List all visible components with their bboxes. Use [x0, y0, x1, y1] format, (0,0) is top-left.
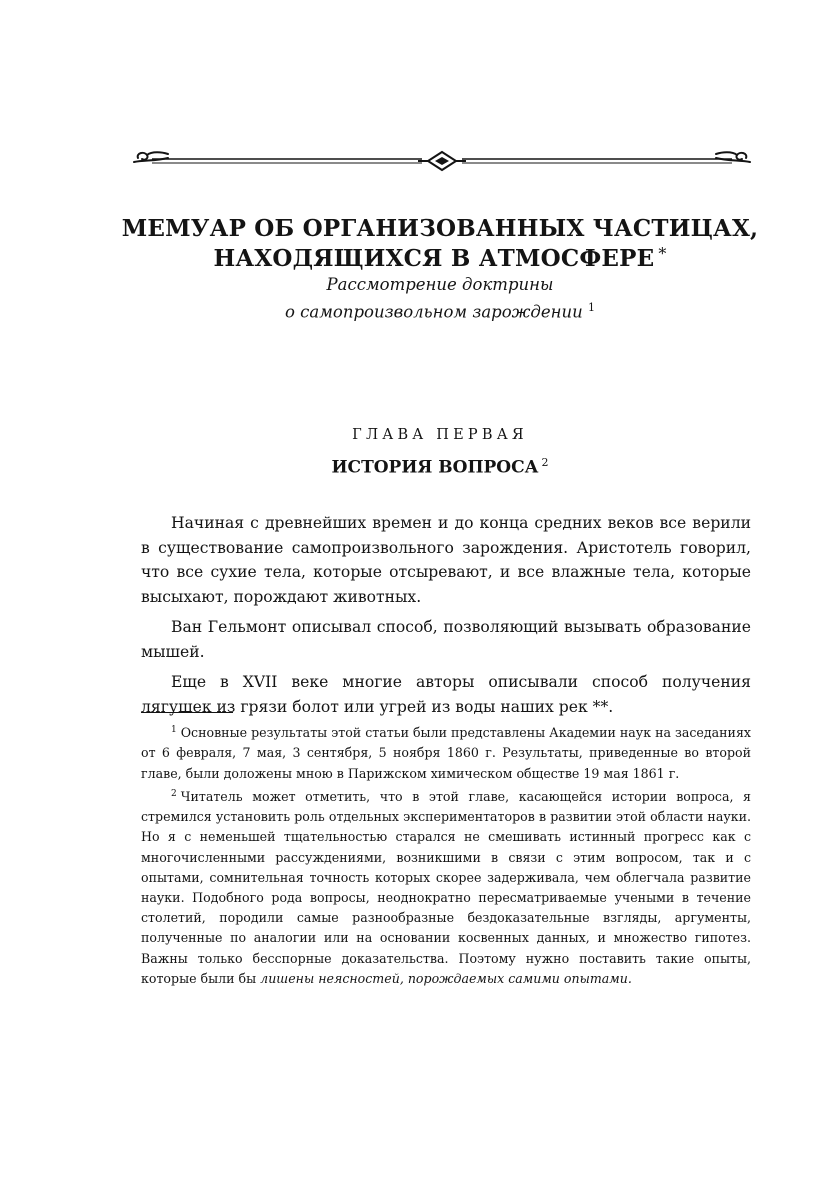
- chapter-footnote-mark: 2: [541, 456, 549, 469]
- footnote-1: [141, 720, 751, 784]
- body-text: [141, 511, 751, 725]
- footnote-separator: [141, 712, 233, 713]
- title-line-1: МЕМУАР ОБ ОРГАНИЗОВАННЫХ ЧАСТИЦАХ,: [121, 215, 759, 242]
- footnote-2: [141, 784, 751, 989]
- paragraph: Еще в XVII веке многие авторы описывали способ получения лягушек из грязи болот или угрей из воды наших рек **.: [141, 673, 751, 716]
- footnote-2-mark: 2: [171, 788, 177, 799]
- subtitle-footnote-mark: 1: [588, 301, 596, 314]
- paragraph: Ван Гельмонт описывал способ, позволяющий вызывать образование мышей.: [141, 618, 751, 661]
- footnote-2-italic-text: лишены неясностей, порождаемых самими опытами.: [260, 970, 632, 986]
- subtitle-line-1: Рассмотрение доктрины: [326, 275, 554, 294]
- memoir-subtitle: [120, 273, 760, 324]
- title-line-2: [120, 244, 760, 276]
- title-line-2-text: НАХОДЯЩИХСЯ В АТМОСФЕРЕ: [213, 245, 655, 272]
- ornamental-header-rule: [132, 148, 752, 176]
- title-asterisk: *: [658, 244, 667, 263]
- chapter-title-text: ИСТОРИЯ ВОПРОСА: [331, 457, 539, 478]
- footnote-2-text: Читатель может отметить, что в этой главе, касающейся истории вопроса, я стремился установить роль отдельных экспериментаторов в развитии этой области науки. Но я с неменьшей тщательностью старался не смешивать истинный прогресс как с многочисленными рассуждениями, возникшими в связи с этим вопросом, так и с опытами, сомнительная точность которых скорее задерживала, чем облегчала развитие науки. Подобного рода вопросы, неоднократно пересматриваемые учеными в течение столетий, породили самые разнообразные бездоказательные взгляды, аргументы, полученные по аналогии или на основании косвенных данных, и множество гипотез. Важны только бесспорные доказательства. Поэтому нужно поставить такие опыты, которые были бы: [141, 788, 751, 986]
- chapter-title: [120, 456, 760, 478]
- footnote-1-mark: 1: [171, 725, 177, 735]
- subtitle-line-2: [120, 296, 760, 324]
- memoir-title: [120, 214, 760, 276]
- footnote-1-text: Основные результаты этой статьи были представлены Академии наук на заседаниях от 6 февраля, 7 мая, 3 сентября, 5 ноября 1860 г. Результаты, приведенные во второй главе, были доложены мною в Парижском химическом обществе 19 мая 1861 г.: [141, 725, 751, 781]
- paragraph: Начиная с древнейших времен и до конца средних веков все верили в существование самопроизвольного зарождения. Аристотель говорил, что все сухие тела, которые отсыревают, и все влажные тела, которые высыхают, порождают животных.: [141, 514, 751, 606]
- footnotes: [141, 720, 751, 989]
- chapter-label: ГЛАВА ПЕРВАЯ: [352, 427, 528, 443]
- subtitle-line-2-text: о самопроизвольном зарождении: [284, 302, 583, 322]
